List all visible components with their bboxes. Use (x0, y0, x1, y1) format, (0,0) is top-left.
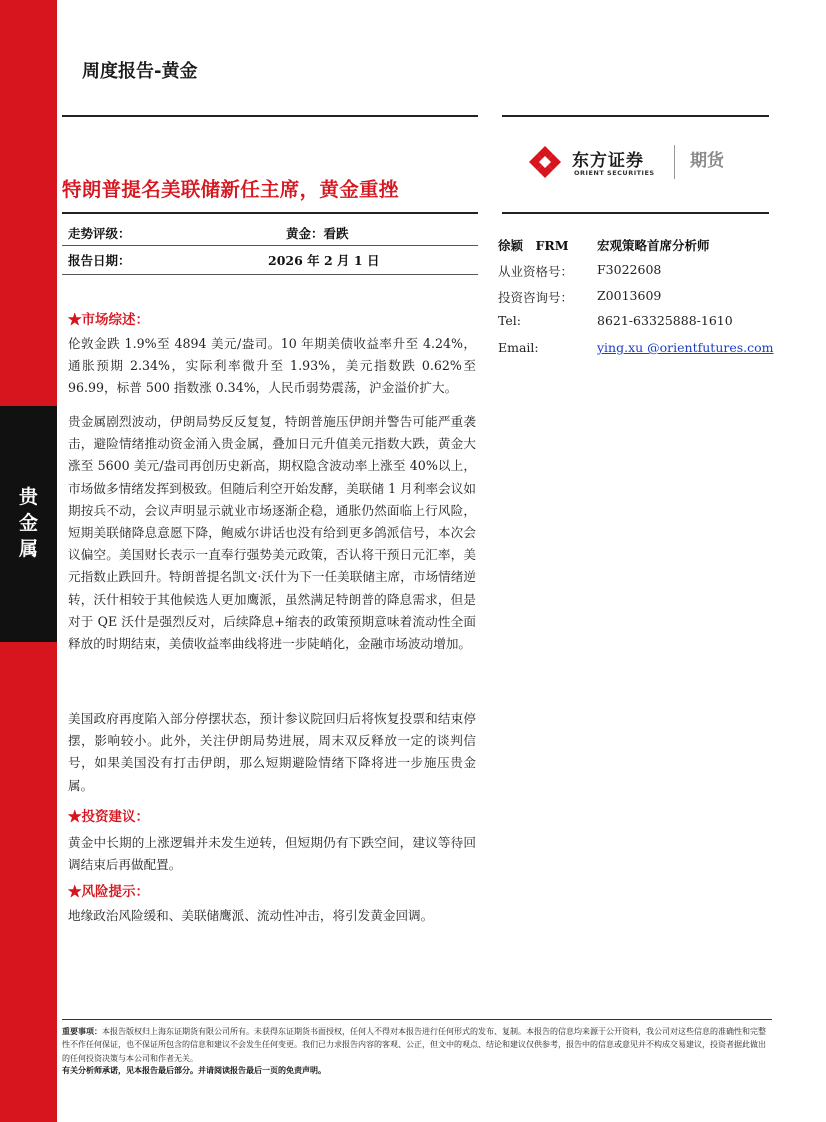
logo-divider (674, 145, 675, 179)
header-rule-left (62, 115, 478, 117)
analyst-commitment-note: 有关分析师承诺，见本报告最后部分。并请阅读报告最后一页的免责声明。 (62, 1065, 326, 1075)
logo-company-name-cn: 东方证券 (572, 151, 644, 171)
qualification-label: 从业资格号： (498, 264, 574, 279)
orient-securities-logo-icon (528, 145, 562, 179)
tel-value: 8621-63325888-1610 (597, 313, 733, 328)
consulting-label: 投资咨询号： (498, 290, 574, 305)
risk-warning-heading: ★风险提示： (68, 884, 149, 900)
disclaimer-lead: 重要事项： (62, 1026, 102, 1036)
analyst-role: 宏观策略首席分析师 (597, 238, 710, 253)
report-title: 特朗普提名美联储新任主席，黄金重挫 (62, 178, 399, 201)
market-overview-paragraph-3: 美国政府再度陷入部分停摆状态，预计参议院回归后将恢复投票和结束停摆，影响较小。此外，关注伊朗局势进展，周末双反释放一定的谈判信号，如果美国没有打击伊朗，那么短期避险情绪下降将进一步施压贵金属。 (68, 711, 476, 793)
tel-label: Tel: (498, 313, 521, 328)
footer-rule (62, 1019, 772, 1020)
investment-advice-heading: ★投资建议： (68, 809, 149, 825)
market-overview-paragraph-2: 贵金属剧烈波动，伊朗局势反反复复，特朗普施压伊朗并警告可能严重袭击，避险情绪推动资金涌入贵金属，叠加日元升值美元指数大跌，黄金大涨至 5600 美元/盎司再创历史新高，期权隐含波动率上涨至 40%以上，市场做多情绪发挥到极致。但随后利空开始发酵，美联储 1 月利率会议如期按兵不动，会议声明显示就业市场逐渐企稳，通胀仍然面临上行风险，短期美联储降息意愿下降，鲍威尔讲话也没有给到更多鸽派信号，本次会议偏空。美国财长表示一直奉行强势美元政策，否认将干预日元汇率，美元指数止跌回升。特朗普提名凯文·沃什为下一任美联储主席，市场情绪逆转，沃什相较于其他候选人更加鹰派，虽然满足特朗普的降息需求，但是对于 QE 沃什是强烈反对，后续降息+缩表的政策预期意味着流动性全面释放的时期结束，美债收益率曲线将进一步陡峭化，金融市场波动增加。 (68, 414, 476, 652)
disclaimer-body: 本报告版权归上海东证期货有限公司所有。未获得东证期货书面授权，任何人不得对本报告进行任何形式的发布、复制。本报告的信息均来源于公开资料，我公司对这些信息的准确性和完整性不作任何保证，也不保证所包含的信息和建议不会发生任何变更。我们已力求报告内容的客观、公正，但文中的观点、结论和建议仅供参考，报告中的信息或意见并不构成交易建议，投资者据此做出的任何投资决策与本公司和作者无关。 (62, 1027, 766, 1063)
email-label: Email: (498, 340, 539, 355)
title-rule-right (502, 212, 769, 214)
consulting-number: Z0013609 (597, 288, 662, 303)
analyst-name: 徐颖 FRM (498, 238, 569, 253)
email-link-text[interactable]: ying.xu @orientfutures.com (597, 340, 774, 355)
info-row-divider-bottom (62, 274, 478, 275)
title-rule-left (62, 212, 478, 214)
report-date-label: 报告日期： (68, 253, 131, 268)
report-date-value: 2026 年 2 月 1 日 (268, 253, 380, 268)
market-overview-heading: ★市场综述： (68, 312, 149, 328)
disclaimer-text (62, 1025, 772, 1065)
market-overview-paragraph-1: 伦敦金跌 1.9%至 4894 美元/盎司。10 年期美债收益率升至 4.24%，通胀预期 2.34%，实际利率微升至 1.93%，美元指数跌 0.62%至 96.99，标普 500 指数涨 0.34%，人民币弱势震荡，沪金溢价扩大。 (68, 336, 476, 396)
investment-advice-paragraph: 黄金中长期的上涨逻辑并未发生逆转，但短期仍有下跌空间，建议等待回调结束后再做配置。 (68, 835, 476, 873)
qualification-number: F3022608 (597, 262, 662, 277)
logo-company-name-en: ORIENT SECURITIES (574, 169, 655, 177)
email-link[interactable] (597, 340, 774, 355)
trend-rating-value: 黄金：看跌 (286, 226, 349, 241)
risk-warning-paragraph: 地缘政治风险缓和、美联储鹰派、流动性冲击，将引发黄金回调。 (68, 908, 434, 923)
logo-division: 期货 (690, 151, 724, 171)
header-rule-right (502, 115, 769, 117)
report-series-title: 周度报告-黄金 (82, 61, 198, 82)
info-row-divider (62, 245, 478, 246)
category-tab-label: 贵 金 属 (18, 486, 38, 560)
trend-rating-label: 走势评级： (68, 226, 131, 241)
